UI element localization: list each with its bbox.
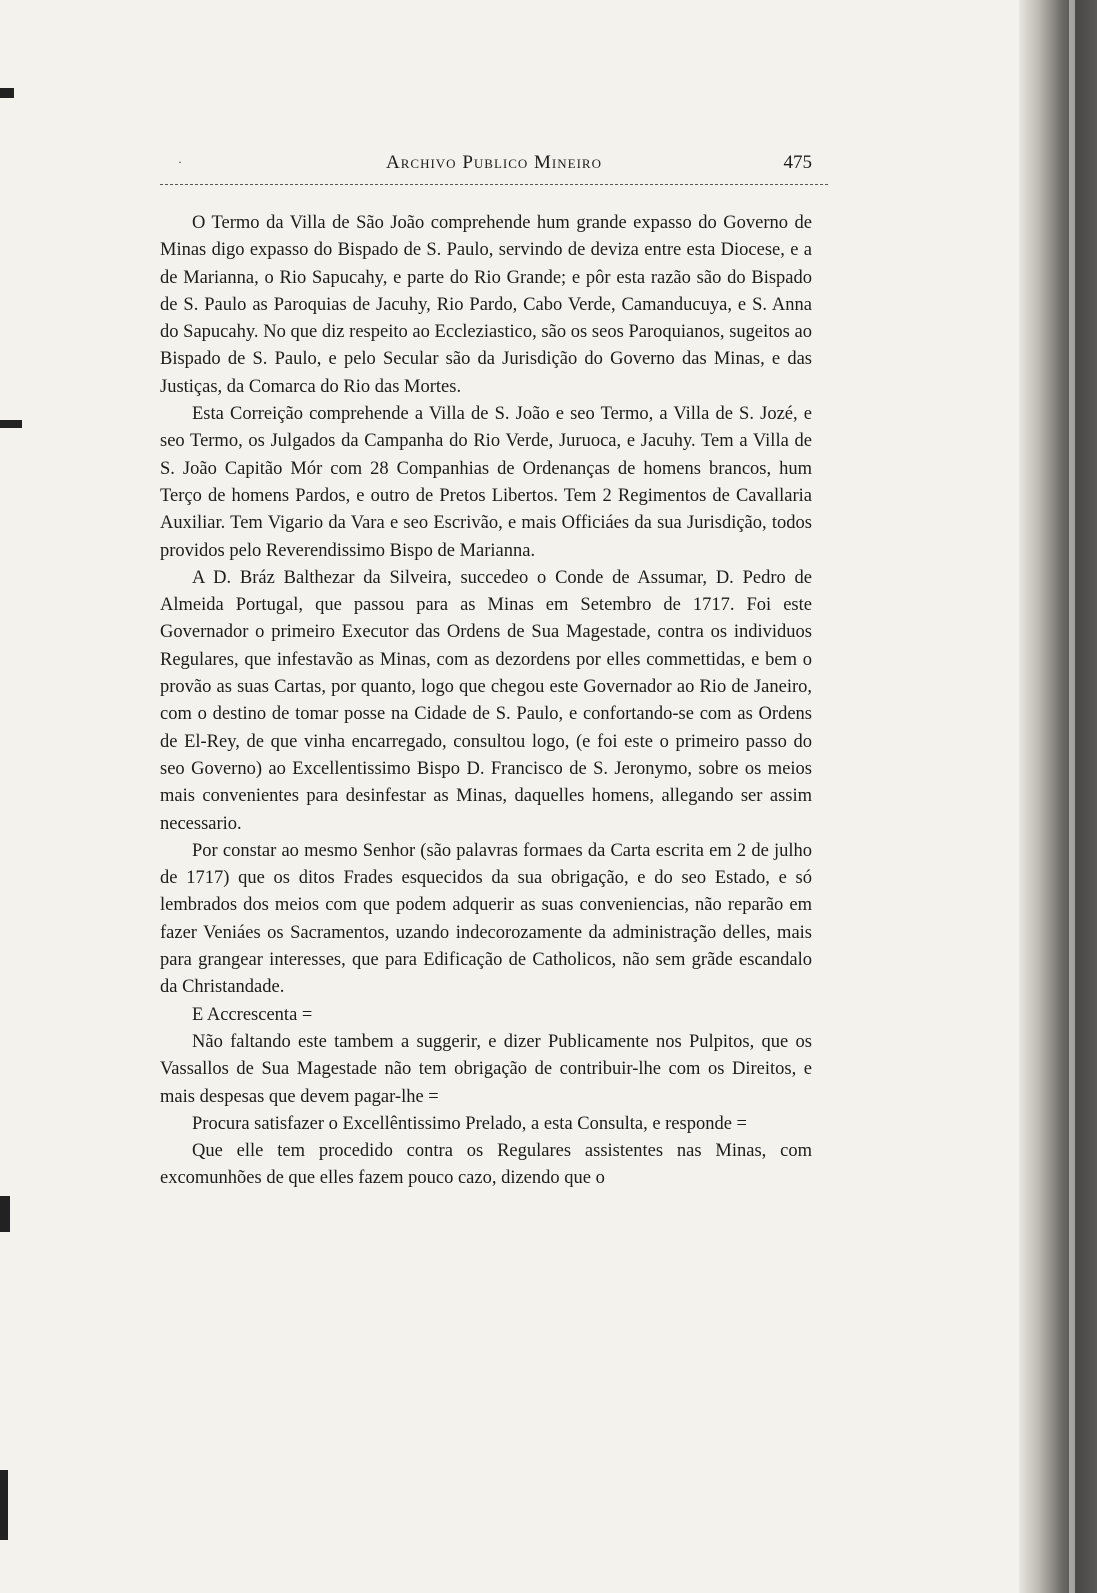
scan-edge-highlight [1069, 0, 1075, 1593]
body-text [160, 210, 812, 1193]
running-title: Archivo Publico Mineiro [386, 152, 602, 173]
paragraph: Que elle tem procedido contra os Regulares assistentes nas Minas, com excomunhões de que elles fazem pouco cazo, dizendo que o [160, 1141, 812, 1189]
header-rule [160, 184, 828, 185]
scan-speck [0, 1470, 8, 1540]
scan-speck [0, 88, 14, 98]
page-number: 475 [783, 152, 812, 173]
scan-edge [1019, 0, 1097, 1593]
paragraph: A D. Bráz Balthezar da Silveira, succedeo o Conde de Assumar, D. Pedro de Almeida Portugal, que passou para as Minas em Setembro de 1717. Foi este Governador o primeiro Executor das Ordens de Sua Magestade, contra os individuos Regulares, que infestavão as Minas, com as dezordens por elles commettidas, e bem o provão as suas Cartas, por quanto, logo que chegou este Governador ao Rio de Janeiro, com o destino de tomar posse na Cidade de S. Paulo, e confortando-se com as Ordens de El-Rey, de que vinha encarregado, consultou logo, (e foi este o primeiro passo do seo Governo) ao Excellentissimo Bispo D. Francisco de S. Jeronymo, sobre os meios mais convenientes para desinfestar as Minas, daquelles homens, allegando ser assim necessario. [160, 567, 812, 834]
paragraph: E Accrescenta = [192, 1004, 313, 1025]
page-header [160, 150, 828, 180]
header-dot: · [178, 155, 182, 169]
paragraph: O Termo da Villa de São João comprehende hum grande expasso do Governo de Minas digo expasso do Bispado de S. Paulo, servindo de deviza entre esta Diocese, e a de Marianna, o Rio Sapucahy, e parte do Rio Grande; e pôr esta razão são do Bispado de S. Paulo as Paroquias de Jacuhy, Rio Pardo, Cabo Verde, Camanducuya, e S. Anna do Sapucahy. No que diz respeito ao Eccleziastico, são os seos Paroquianos, sugeitos ao Bispado de S. Paulo, e pelo Secular são da Jurisdição do Governo das Minas, e das Justiças, da Comarca do Rio das Mortes. [160, 213, 812, 397]
paragraph: Esta Correição comprehende a Villa de S. João e seo Termo, a Villa de S. Jozé, e seo Termo, os Julgados da Campanha do Rio Verde, Juruoca, e Jacuhy. Tem a Villa de S. João Capitão Mór com 28 Companhias de Ordenanças de homens brancos, hum Terço de homens Pardos, e outro de Pretos Libertos. Tem 2 Regimentos de Cavallaria Auxiliar. Tem Vigario da Vara e seo Escrivão, e mais Officiáes da sua Jurisdição, todos providos pelo Reverendissimo Bispo de Marianna. [160, 404, 812, 561]
scan-speck [0, 420, 22, 428]
paragraph: Procura satisfazer o Excellêntissimo Prelado, a esta Consulta, e responde = [192, 1113, 747, 1134]
paragraph: Por constar ao mesmo Senhor (são palavras formaes da Carta escrita em 2 de julho de 1717) que os ditos Frades esquecidos da sua obrigação, e do seo Estado, e só lembrados dos meios com que podem adquerir as suas conveniencias, não reparão em fazer Veniáes os Sacramentos, uzando indecorozamente da administração delles, mais para grangear interesses, que para Edificação de Catholicos, não sem grãde escandalo da Christandade. [160, 840, 812, 998]
scan-speck [0, 1196, 10, 1232]
paragraph: Não faltando este tambem a suggerir, e dizer Publicamente nos Pulpitos, que os Vassallos de Sua Magestade não tem obrigação de contribuir-lhe com os Direitos, e mais despesas que devem pagar-lhe = [160, 1031, 812, 1107]
